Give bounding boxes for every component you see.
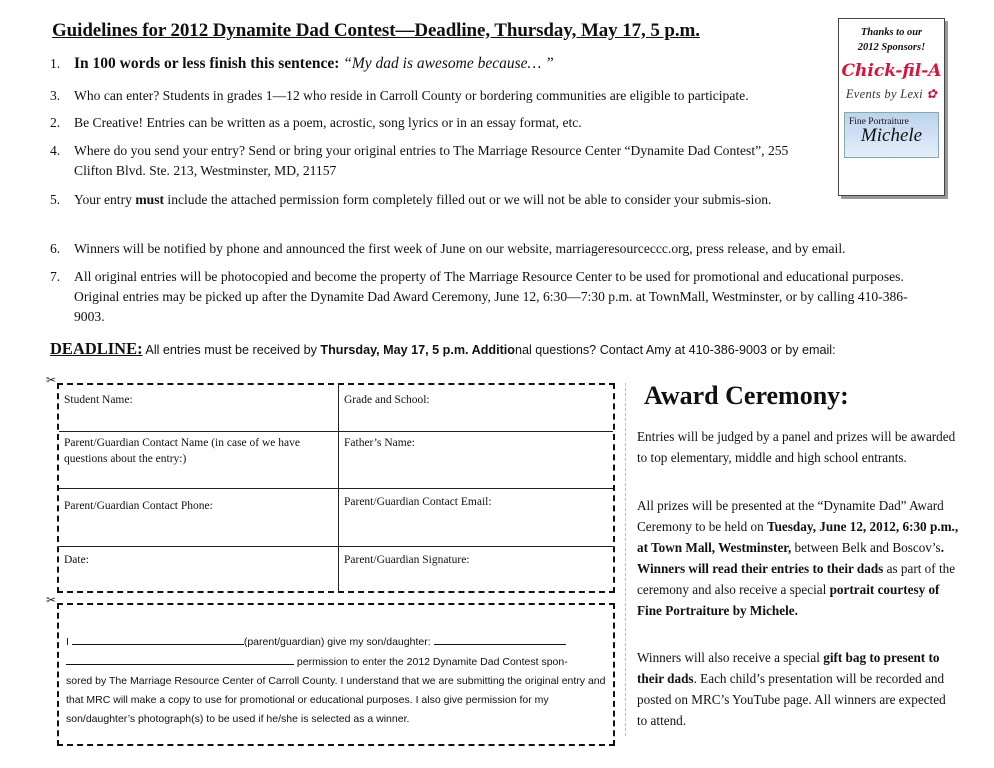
rule-number: 6.: [50, 241, 61, 256]
award-text: between Belk and Boscov’s: [791, 540, 941, 555]
form-row-divider: [59, 431, 613, 432]
deadline-label: DEADLINE:: [50, 339, 143, 358]
parent-signature-field[interactable]: Parent/Guardian Signature:: [344, 554, 470, 566]
award-text: All prizes will be presented at the “Dynamite Dad” Award Ceremony to be held on: [637, 498, 944, 534]
rule-number: 1.: [50, 56, 61, 71]
entry-form: [57, 383, 615, 593]
rule-text: Who can enter? Students in grades 1—12 who reside in Carroll County or bordering communities are eligible to participate.: [74, 88, 749, 103]
rule-bold: must: [135, 192, 165, 207]
events-by-lexi-text: Events by Lexi: [845, 87, 923, 101]
deadline-line: [50, 339, 970, 359]
award-paragraph: [637, 647, 959, 731]
rule-number: 2.: [50, 115, 61, 130]
permission-i: I: [66, 636, 69, 648]
rule-text: Where do you send your entry? Send or bring your original entries to The Marriage Resource Center “Dynamite Dad Contest”, 255 Clifton Blvd. Ste. 213, Westminster, MD, 21157: [74, 143, 789, 178]
deadline-contact: nal questions? Contact Amy at 410-386-9003 or by email:: [514, 343, 836, 357]
form-row-divider: [59, 546, 613, 547]
sponsors-heading-line: 2012 Sponsors!: [857, 42, 926, 53]
rule-text: All original entries will be photocopied and become the property of The Marriage Resource Center to be used for promotional and educational purposes. Original entries may be picked up after the Dynamite Dad Award Ceremony, June 12, 6:30—7:30 p.m. at TownMall, Westminster, or by calling 410-386-9003.: [74, 269, 908, 324]
rule-text: Winners will be notified by phone and announced the first week of June on our website, marriageresourceccc.org, press release, and by email.: [74, 241, 846, 256]
deadline-date: Thursday, May 17, 5 p.m.: [320, 343, 469, 357]
scissors-icon: ✂: [46, 373, 57, 387]
rule-lead: In 100 words or less finish this sentence:: [74, 55, 340, 72]
award-text: as part of the ceremony and also receive a special: [637, 561, 956, 597]
permission-text: [66, 632, 611, 729]
rule-text: Your entry: [74, 192, 136, 207]
award-text-bold: portrait courtesy of Fine Portraiture by Michele.: [637, 582, 940, 618]
child-name-blank-2[interactable]: [66, 652, 294, 665]
rule-item: [50, 190, 825, 210]
award-text: . Each child’s presentation will be recorded and posted on MRC’s YouTube page. All winners are expected to attend.: [637, 671, 946, 728]
parent-name-blank[interactable]: [72, 632, 244, 645]
award-title: Award Ceremony:: [644, 381, 849, 410]
child-name-blank[interactable]: [434, 632, 566, 645]
scissors-icon: ✂: [46, 593, 57, 607]
parent-phone-field[interactable]: Parent/Guardian Contact Phone:: [64, 500, 213, 512]
award-date: Tuesday, June 12, 2012, 6:30 p.m., at Town Mall, Westminster,: [637, 519, 959, 555]
rule-item: [50, 86, 830, 106]
rule-number: 4.: [50, 143, 61, 158]
student-name-field[interactable]: Student Name:: [64, 394, 133, 406]
events-by-lexi-logo: [839, 86, 944, 102]
rule-quote: “My dad is awesome because… ”: [343, 55, 554, 72]
deadline-text: All entries must be received by: [142, 343, 321, 357]
rule-item: [50, 267, 930, 327]
rule-item: [50, 239, 950, 259]
rule-number: 5.: [50, 192, 61, 207]
permission-line2: permission to enter the 2012 Dynamite Dad Contest spon-: [294, 656, 568, 668]
rule-text: include the attached permission form completely filled out or we will not be able to consider your submis-sion.: [164, 192, 772, 207]
rule-item: [50, 141, 795, 181]
award-text-bold: gift bag to present to their dads: [637, 650, 940, 686]
form-row-divider: [59, 488, 613, 489]
rule-item: [50, 113, 830, 133]
fathers-name-field[interactable]: Father’s Name:: [344, 437, 416, 449]
deadline-text: Additio: [468, 343, 515, 357]
sponsors-heading-line: Thanks to our: [860, 27, 923, 38]
parent-name-field[interactable]: Parent/Guardian Contact Name (in case of we have questions about the entry:): [64, 437, 300, 465]
grade-school-field[interactable]: Grade and School:: [344, 394, 430, 406]
fine-portraiture-logo: [844, 112, 939, 158]
permission-line1: (parent/guardian) give my son/daughter:: [243, 636, 431, 648]
date-field[interactable]: Date:: [64, 554, 89, 566]
rule-text: Be Creative! Entries can be written as a poem, acrostic, song lyrics or in an essay format, etc.: [74, 115, 582, 130]
sponsors-box: [838, 18, 945, 196]
chick-fil-a-logo: Chick-fil-A: [841, 61, 942, 81]
michele-text: Michele: [860, 125, 923, 146]
award-paragraph: Entries will be judged by a panel and prizes will be awarded to top elementary, middle and high school entrants.: [637, 429, 956, 465]
rule-item: [50, 54, 830, 74]
permission-body: sored by The Marriage Resource Center of Carroll County. I understand that we are submitting the original entry and that MRC will make a copy to use for promotional or educational purposes. I also give permission for my son/daughter’s photograph(s) to be used if he/she is selected as a winner.: [66, 675, 606, 725]
column-divider: [625, 383, 626, 736]
leaf-icon: ✿: [926, 87, 938, 101]
fine-portraiture-text: Fine Portraiture: [849, 117, 909, 127]
award-paragraph: [637, 495, 959, 621]
award-text-bold: . Winners will read their entries to their dads: [637, 540, 944, 576]
parent-email-field[interactable]: Parent/Guardian Contact Email:: [344, 496, 492, 508]
sponsors-heading: [839, 25, 944, 55]
rule-number: 7.: [50, 269, 61, 284]
rule-number: 3.: [50, 88, 61, 103]
award-text: Winners will also receive a special: [637, 650, 824, 665]
page-title: Guidelines for 2012 Dynamite Dad Contest—Deadline, Thursday, May 17, 5 p.m.: [52, 20, 700, 41]
